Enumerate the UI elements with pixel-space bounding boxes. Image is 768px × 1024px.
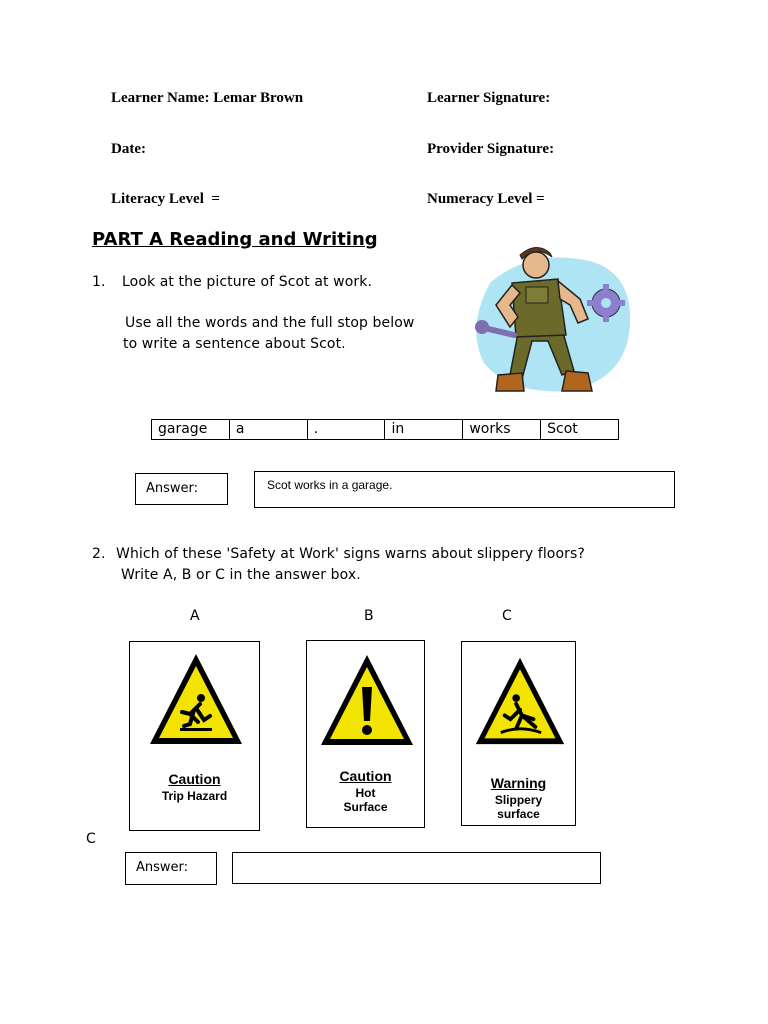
q2-number: 2. — [92, 546, 106, 562]
q2-answer-label-box — [125, 852, 217, 885]
sign-b-card — [306, 640, 425, 828]
sign-a-title: Caution — [168, 771, 221, 787]
sign-c-sub1: Slippery — [494, 793, 543, 807]
word-cell: a — [230, 420, 308, 439]
word-cell: Scot — [547, 421, 578, 437]
q1-answer-field[interactable] — [254, 471, 675, 508]
handwritten-note: C — [86, 831, 96, 847]
q1-number: 1. — [92, 274, 106, 290]
slippery-surface-icon — [472, 652, 568, 748]
literacy-level-label: Literacy Level = — [111, 191, 220, 207]
q2-answer-field[interactable] — [232, 852, 601, 884]
sign-a-card — [129, 641, 260, 831]
part-title: PART A Reading and Writing — [92, 229, 378, 250]
sign-a-sub: Trip Hazard — [161, 789, 228, 803]
option-letter-c: C — [502, 608, 512, 624]
q2-text: Which of these 'Safety at Work' signs warns about slippery floors? — [116, 546, 585, 562]
q1-answer-label-box — [135, 473, 228, 505]
mechanic-clipart — [470, 243, 636, 395]
numeracy-level-label: Numeracy Level = — [427, 191, 545, 207]
sign-b-sub2: Surface — [343, 800, 388, 814]
provider-signature-label: Provider Signature: — [427, 141, 555, 157]
q2-text-line2: Write A, B or C in the answer box. — [121, 567, 361, 583]
word-table — [151, 419, 619, 440]
sign-c-sub2: surface — [497, 807, 540, 821]
learner-signature-label: Learner Signature: — [427, 90, 551, 106]
sign-c-title: Warning — [490, 775, 547, 791]
q2-answer-label: Answer: — [136, 860, 189, 875]
word-cell: . — [308, 420, 386, 439]
option-letter-b: B — [364, 608, 374, 624]
exclamation-icon — [317, 649, 417, 749]
q1-instruction-line1: Use all the words and the full stop below — [125, 315, 415, 331]
sign-c-card — [461, 641, 576, 826]
trip-hazard-icon — [146, 648, 246, 748]
word-cell: in — [385, 420, 463, 439]
word-cell: works — [463, 420, 541, 439]
learner-name: Learner Name: Lemar Brown — [111, 90, 304, 106]
sign-b-title: Caution — [339, 768, 392, 784]
q1-instruction-line2: to write a sentence about Scot. — [123, 336, 346, 352]
q1-answer-label: Answer: — [146, 481, 199, 496]
sign-b-sub1: Hot — [355, 786, 376, 800]
option-letter-a: A — [190, 608, 200, 624]
q1-answer-value: Scot works in a garage. — [267, 478, 393, 492]
date-label: Date: — [111, 141, 146, 157]
word-cell: garage — [152, 420, 230, 439]
q1-text: Look at the picture of Scot at work. — [122, 274, 373, 290]
